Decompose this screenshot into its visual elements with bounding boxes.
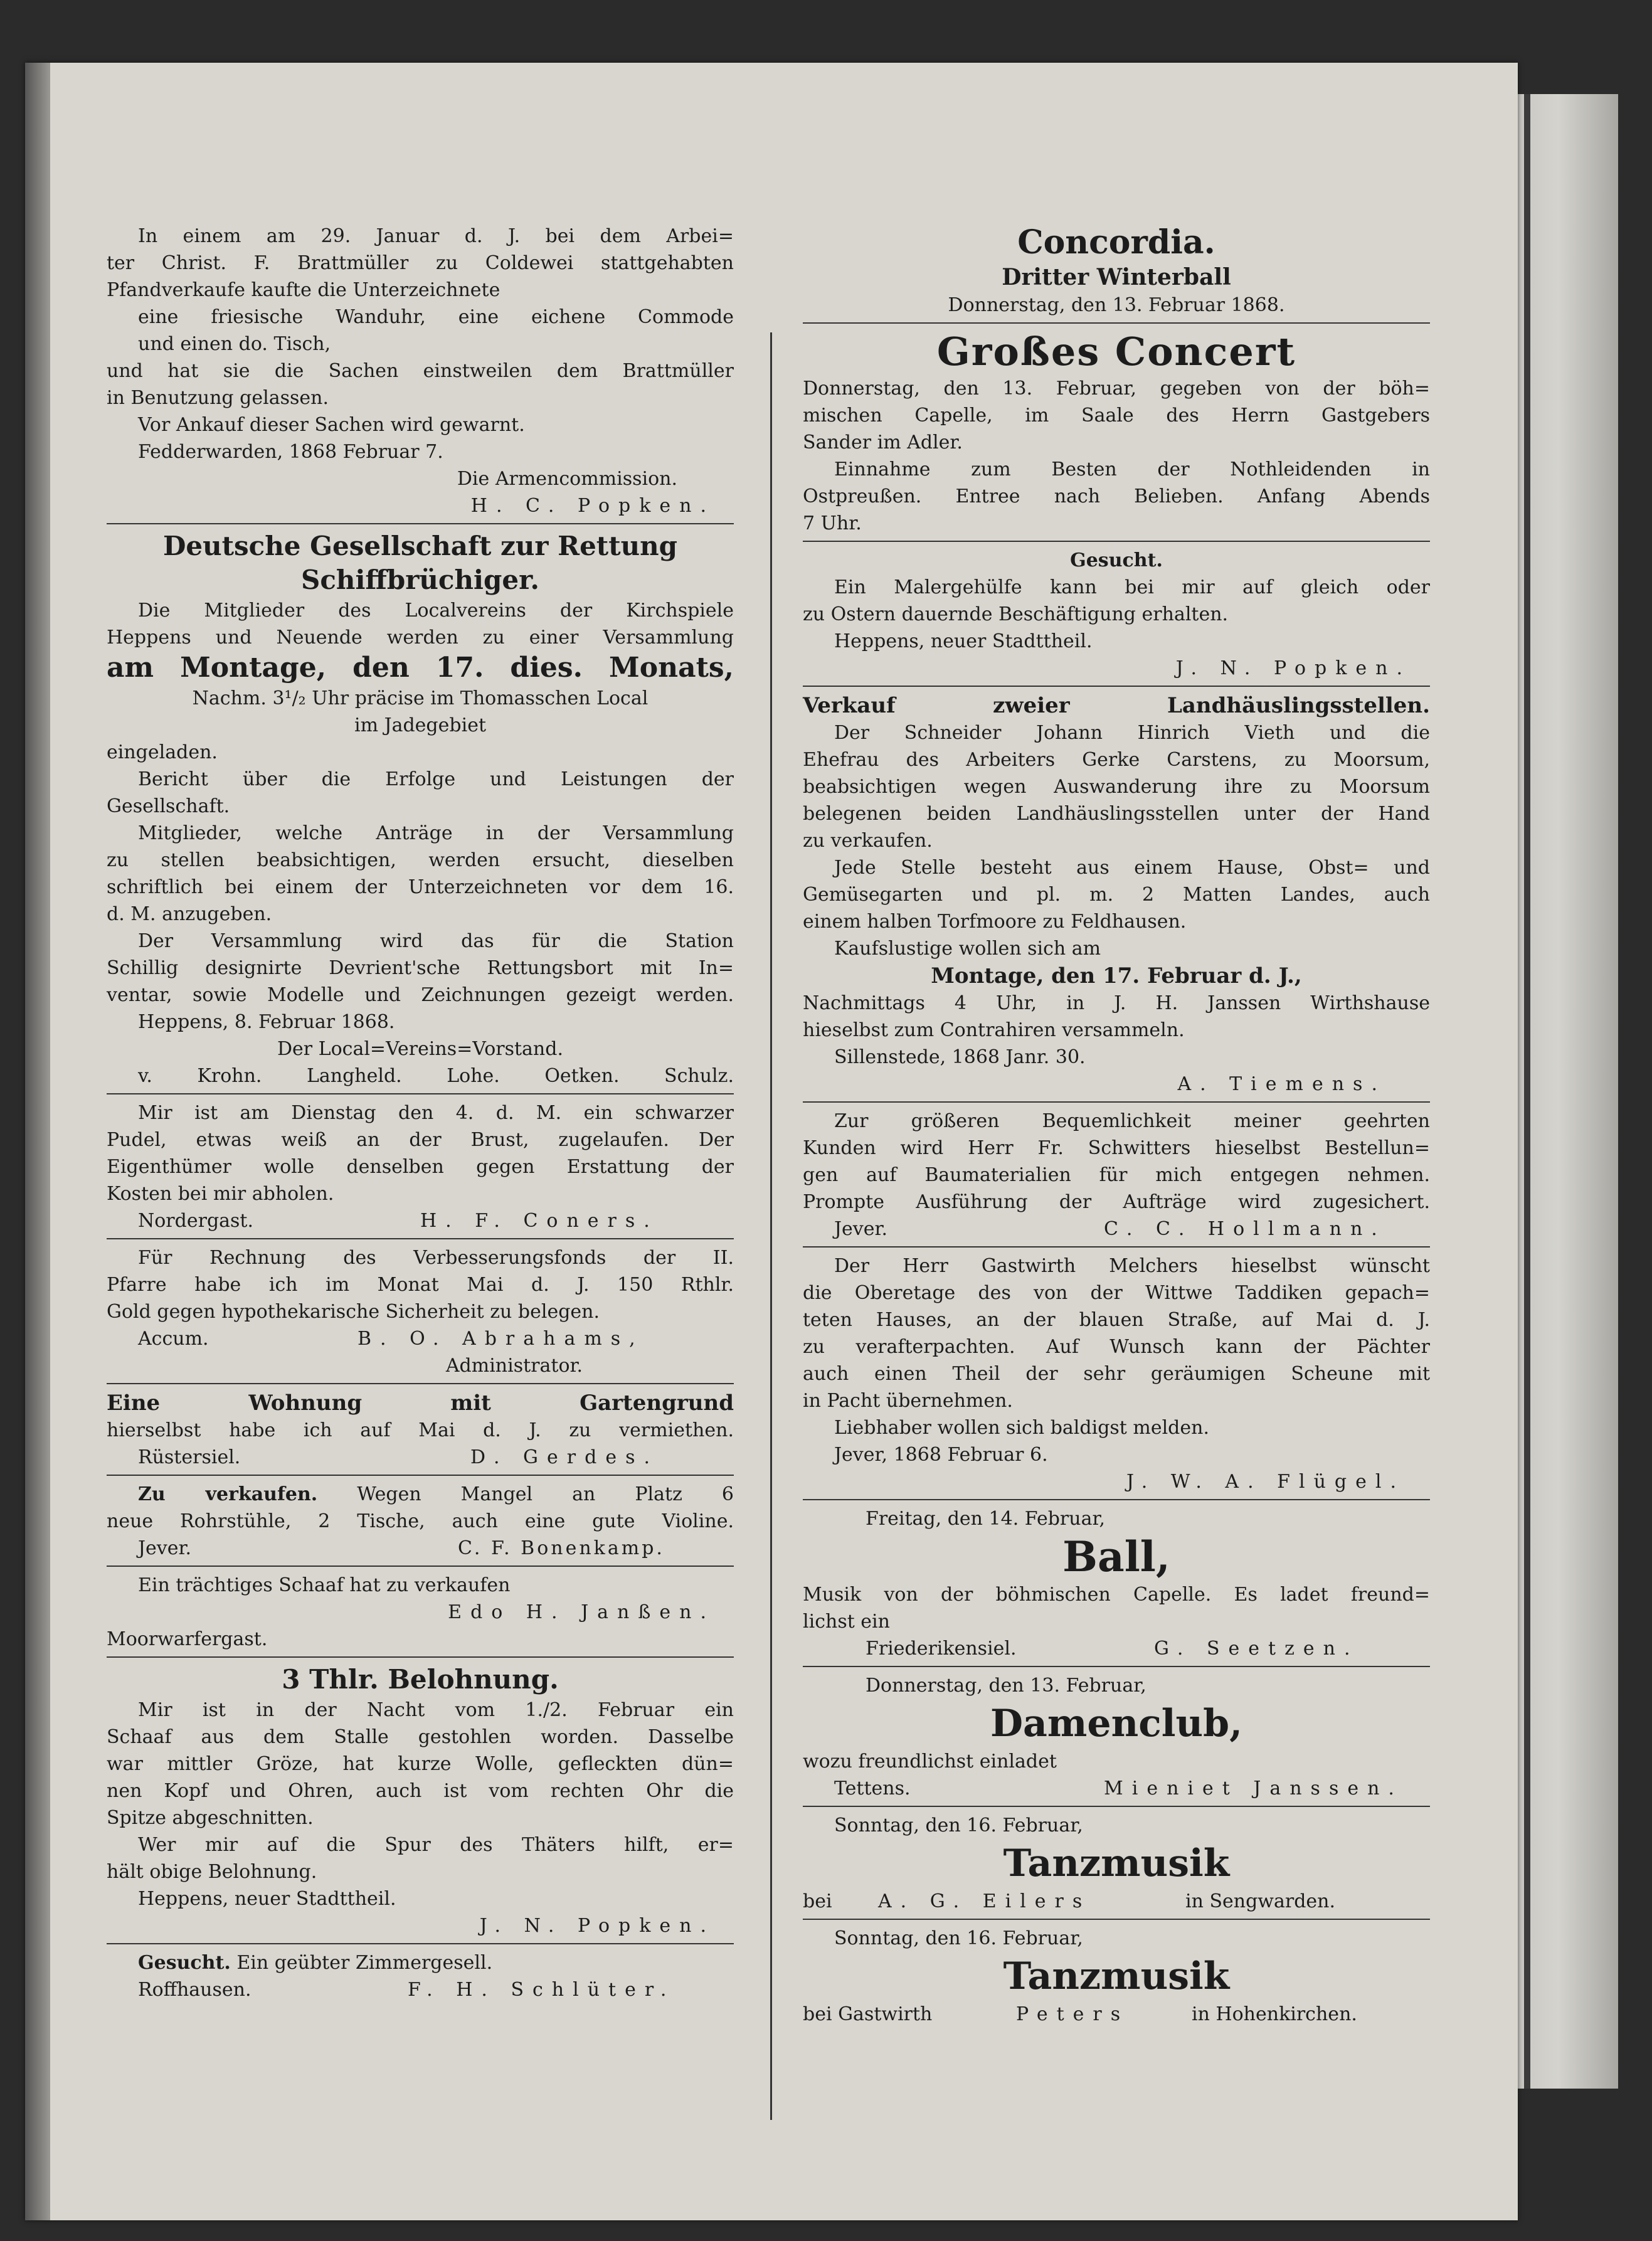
ad-bequemlichkeit <box>803 1108 1430 1242</box>
event-date: Freitag, den 14. Februar, <box>866 1508 1106 1530</box>
text-line: Für Rechnung des Verbesserungsfonds der II. <box>138 1247 734 1269</box>
signature: C. C. Hollmann. <box>1104 1218 1386 1240</box>
ad-schaaf <box>107 1572 734 1653</box>
text-line: Der Versammlung wird das für die Station <box>138 930 734 952</box>
text-line: zu verafterpachten. Auf Wunsch kann der Pächter <box>803 1336 1430 1358</box>
text-line: Mir ist in der Nacht vom 1./2. Februar ein <box>138 1699 734 1721</box>
ad-gesucht-malergehuelfe <box>803 547 1430 682</box>
ad-separator <box>107 1656 734 1658</box>
column-divider <box>770 332 772 2120</box>
text-line: hieselbst zum Contrahiren versammeln. <box>803 1019 1185 1041</box>
ad-title: Ball, <box>1062 1532 1170 1581</box>
ad-wohnung <box>107 1389 734 1471</box>
text-line: Schillig designirte Devrient'sche Rettungsbort mit In= <box>107 957 734 979</box>
book-page-edge <box>1518 94 1618 2089</box>
text-line: Kaufslustige wollen sich am <box>834 938 1101 960</box>
signature: Peters <box>1016 2003 1130 2025</box>
text-line: gen auf Baumaterialien für mich entgegen nehmen. <box>803 1164 1430 1186</box>
signature: H. C. Popken. <box>470 495 715 517</box>
signature: J. N. Popken. <box>1175 657 1411 679</box>
ad-separator <box>107 1475 734 1476</box>
ad-pfandverkauf <box>107 223 734 519</box>
place: Roffhausen. <box>138 1979 252 2001</box>
ad-title: Damenclub, <box>990 1702 1242 1746</box>
text-line: ter Christ. F. Brattmüller zu Coldewei stattgehabten <box>107 252 734 274</box>
signature: J. N. Popken. <box>479 1915 715 1937</box>
text-line: in Pacht übernehmen. <box>803 1390 1013 1412</box>
right-column <box>803 223 1430 2028</box>
text-line: Pfandverkaufe kaufte die Unterzeichnete <box>107 279 500 301</box>
ad-separator <box>107 1566 734 1567</box>
sign-line <box>803 2001 1430 2028</box>
text: Ein geübter Zimmergesell. <box>236 1952 493 1974</box>
place: Jever. <box>138 1537 192 1559</box>
text-line <box>107 1481 734 1508</box>
place: Accum. <box>138 1328 209 1350</box>
text-line: Nachm. 3¹/₂ Uhr präcise im Thomasschen Local <box>192 687 649 709</box>
text-line: zu Ostern dauernde Beschäftigung erhalten. <box>803 603 1229 625</box>
text-line: Jede Stelle besteht aus einem Hause, Obst= und <box>834 857 1430 879</box>
text-line: Donnerstag, den 13. Februar, gegeben von der böh= <box>803 378 1430 400</box>
ad-separator <box>803 1101 1430 1103</box>
sign-line <box>803 1635 1430 1662</box>
text-line: neue Rohrstühle, 2 Tische, auch eine gute Violine. <box>107 1510 734 1532</box>
text-line: In einem am 29. Januar d. J. bei dem Arbei= <box>138 225 734 247</box>
ad-separator <box>803 1666 1430 1667</box>
text-line: nen Kopf und Ohren, auch ist vom rechten Ohr die <box>107 1780 734 1802</box>
text: Wegen Mangel an Platz 6 <box>357 1483 734 1505</box>
signature-title: Administrator. <box>445 1355 583 1377</box>
text-line: auch einen Theil der sehr geräumigen Scheune mit <box>803 1363 1430 1385</box>
text-line: Heppens, 8. Februar 1868. <box>138 1011 395 1033</box>
text-line: hält obige Belohnung. <box>107 1861 317 1883</box>
ad-title: Großes Concert <box>936 329 1296 374</box>
meeting-date: am Montage, den 17. dies. Monats, <box>107 652 734 684</box>
text-line: d. M. anzugeben. <box>107 903 272 925</box>
ad-grosses-concert <box>803 329 1430 537</box>
text-line: eingeladen. <box>107 741 218 763</box>
ad-separator <box>803 1246 1430 1248</box>
signature-title: Die Armencommission. <box>457 468 677 490</box>
text-line: lichst ein <box>803 1611 890 1633</box>
ad-zu-verkaufen <box>107 1481 734 1562</box>
ad-separator <box>803 1806 1430 1807</box>
place: Moorwarfergast. <box>107 1628 268 1650</box>
text-line: 7 Uhr. <box>803 512 862 534</box>
text-line: im Jadegebiet <box>354 714 486 736</box>
text-line: ventar, sowie Modelle und Zeichnungen gezeigt werden. <box>107 984 734 1006</box>
text-line: in Benutzung gelassen. <box>107 387 329 409</box>
book-spine-shadow <box>1524 94 1530 2089</box>
ad-ball <box>803 1505 1430 1662</box>
signature: B. O. Abrahams, <box>357 1328 644 1350</box>
ad-verbesserungsfonds <box>107 1244 734 1379</box>
event-date: Donnerstag, den 13. Februar 1868. <box>948 294 1285 316</box>
text-line: Ein trächtiges Schaaf hat zu verkaufen <box>138 1574 511 1596</box>
text-line: Liebhaber wollen sich baldigst melden. <box>834 1417 1209 1439</box>
text-line: Heppens und Neuende werden zu einer Versammlung <box>107 627 734 649</box>
text-line: und hat sie die Sachen einstweilen dem Brattmüller <box>107 360 734 382</box>
text-line: Kunden wird Herr Fr. Schwitters hieselbst Bestellun= <box>803 1137 1430 1159</box>
ad-title: Tanzmusik <box>1003 1841 1230 1885</box>
ad-title: Schiffbrüchiger. <box>301 564 539 595</box>
signatories: v. Krohn. Langheld. Lohe. Oetken. Schulz. <box>138 1065 734 1087</box>
ad-title: 3 Thlr. Belohnung. <box>282 1664 559 1695</box>
signature: Mieniet Janssen. <box>1104 1777 1403 1799</box>
text-line: Ein Malergehülfe kann bei mir auf gleich oder <box>834 576 1430 598</box>
event-date: Donnerstag, den 13. Februar, <box>866 1675 1146 1697</box>
text-line: Jever, 1868 Februar 6. <box>834 1444 1048 1466</box>
text-line: Sander im Adler. <box>803 432 963 453</box>
text-line: Der Local=Vereins=Vorstand. <box>277 1038 563 1060</box>
text-line: eine friesische Wanduhr, eine eichene Commode <box>138 306 734 328</box>
text-line: Heppens, neuer Stadttheil. <box>138 1888 396 1910</box>
text-line: die Oberetage des von der Wittwe Taddiken gepach= <box>803 1282 1430 1304</box>
ad-separator <box>803 322 1430 324</box>
text-line: Gold gegen hypothekarische Sicherheit zu belegen. <box>107 1301 600 1323</box>
text-line: Gesellschaft. <box>107 795 230 817</box>
text-line: Zur größeren Bequemlichkeit meiner geehrten <box>834 1110 1430 1132</box>
text-line: einem halben Torfmoore zu Feldhausen. <box>803 911 1187 933</box>
ad-concordia <box>803 223 1430 319</box>
sale-date: Montage, den 17. Februar d. J., <box>931 963 1302 988</box>
place: Tettens. <box>834 1777 911 1799</box>
text-line: Fedderwarden, 1868 Februar 7. <box>138 441 443 463</box>
ad-separator <box>107 1093 734 1094</box>
place: in Hohenkirchen. <box>1192 2003 1357 2025</box>
ad-gesucht-zimmergesell <box>107 1949 734 2003</box>
ad-rettung-schiffbruechiger <box>107 529 734 1089</box>
text-line: teten Hauses, an der blauen Straße, auf Mai d. J. <box>803 1309 1430 1331</box>
text-line: wozu freundlichst einladet <box>803 1751 1057 1772</box>
text-line: Der Schneider Johann Hinrich Vieth und die <box>834 722 1430 744</box>
ad-title: Gesucht. <box>138 1952 231 1974</box>
ad-verkauf-landhaeuslingsstellen <box>803 692 1430 1098</box>
sign-line <box>107 1976 734 2003</box>
ad-damenclub <box>803 1672 1430 1802</box>
ad-separator <box>107 1238 734 1239</box>
text-line <box>107 1949 734 1976</box>
signature: H. F. Coners. <box>420 1210 659 1232</box>
ad-title: Eine Wohnung mit Gartengrund <box>107 1391 734 1416</box>
text-line: und einen do. Tisch, <box>138 333 331 355</box>
place: Jever. <box>834 1218 888 1240</box>
signature: A. Tiemens. <box>1177 1073 1386 1095</box>
place: Friederikensiel. <box>866 1638 1017 1660</box>
signature: D. Gerdes. <box>470 1446 659 1468</box>
left-column <box>107 223 734 2003</box>
text-line: Mir ist am Dienstag den 4. d. M. ein schwarzer <box>138 1102 734 1124</box>
text-line: beabsichtigen wegen Auswanderung ihre zu Moorsum <box>803 776 1430 798</box>
ad-separator <box>803 541 1430 542</box>
text-line: Der Herr Gastwirth Melchers hieselbst wünscht <box>834 1255 1430 1277</box>
sign-line <box>803 1888 1430 1915</box>
signature: C. F. Bonenkamp. <box>458 1537 665 1559</box>
newspaper-page <box>25 63 1518 2220</box>
ad-title: Gesucht. <box>1070 549 1163 571</box>
text-line: Die Mitglieder des Localvereins der Kirchspiele <box>138 600 734 622</box>
event-date: Sonntag, den 16. Februar, <box>834 1815 1083 1836</box>
text-line: Kosten bei mir abholen. <box>107 1183 334 1205</box>
ad-belohnung <box>107 1663 734 1939</box>
text-line: zu verkaufen. <box>803 830 933 852</box>
text-line: mischen Capelle, im Saale des Herrn Gastgebers <box>803 405 1430 426</box>
text-line: Ostpreußen. Entree nach Belieben. Anfang Abends <box>803 485 1430 507</box>
sign-line <box>803 1216 1430 1242</box>
event-date: Sonntag, den 16. Februar, <box>834 1927 1083 1949</box>
ad-title: Tanzmusik <box>1003 1954 1230 1998</box>
ad-tanzmusik-sengwarden <box>803 1812 1430 1915</box>
text-line: Eigenthümer wolle denselben gegen Erstattung der <box>107 1156 734 1178</box>
ad-tanzmusik-hohenkirchen <box>803 1925 1430 2028</box>
ad-separator <box>107 1383 734 1384</box>
text-line: Sillenstede, 1868 Janr. 30. <box>834 1046 1086 1068</box>
place: Nordergast. <box>138 1210 254 1232</box>
text-line: Einnahme zum Besten der Nothleidenden in <box>834 458 1430 480</box>
ad-title: Zu verkaufen. <box>138 1483 318 1505</box>
text-line: Spitze abgeschnitten. <box>107 1807 314 1829</box>
text-line: Ehefrau des Arbeiters Gerke Carstens, zu Moorsum, <box>803 749 1430 771</box>
text-line: Musik von der böhmischen Capelle. Es ladet freund= <box>803 1584 1430 1606</box>
sign-line <box>107 1325 734 1352</box>
sign-line <box>107 1444 734 1471</box>
ad-separator <box>107 523 734 524</box>
signature: A. G. Eilers <box>878 1890 1091 1912</box>
signature: G. Seetzen. <box>1154 1638 1359 1660</box>
ad-oberetage <box>803 1253 1430 1495</box>
text-line: Heppens, neuer Stadttheil. <box>834 630 1093 652</box>
signature: Edo H. Janßen. <box>448 1601 715 1623</box>
ad-separator <box>803 1499 1430 1500</box>
text-line: Prompte Ausführung der Aufträge wird zugesichert. <box>803 1191 1430 1213</box>
text-line: Nachmittags 4 Uhr, in J. H. Janssen Wirthshause <box>803 992 1430 1014</box>
place: in Sengwarden. <box>1185 1890 1336 1912</box>
ad-title: Verkauf zweier Landhäuslingsstellen. <box>803 693 1430 718</box>
sign-line <box>107 1207 734 1234</box>
text-line: belegenen beiden Landhäuslingsstellen unter der Hand <box>803 803 1430 825</box>
signature: J. W. A. Flügel. <box>1126 1471 1405 1493</box>
text-line: war mittler Gröze, hat kurze Wolle, gefleckten dün= <box>107 1753 734 1775</box>
place: Rüstersiel. <box>138 1446 241 1468</box>
sign-line <box>803 1775 1430 1802</box>
ad-separator <box>107 1943 734 1944</box>
text-line: zu stellen beabsichtigen, werden ersucht, dieselben <box>107 849 734 871</box>
sign-line <box>107 1535 734 1562</box>
text-line: Bericht über die Erfolge und Leistungen der <box>138 768 734 790</box>
text-line: Pfarre habe ich im Monat Mai d. J. 150 Rthlr. <box>107 1274 734 1296</box>
bei: bei Gastwirth <box>803 2003 933 2025</box>
text-line: Wer mir auf die Spur des Thäters hilft, er= <box>138 1834 734 1856</box>
text-line: Mitglieder, welche Anträge in der Versammlung <box>138 822 734 844</box>
text-line: Gemüsegarten und pl. m. 2 Matten Landes, auch <box>803 884 1430 906</box>
text-line: Schaaf aus dem Stalle gestohlen worden. Dasselbe <box>107 1726 734 1748</box>
ad-subtitle: Dritter Winterball <box>1002 264 1231 290</box>
ad-separator <box>803 686 1430 687</box>
ad-separator <box>803 1919 1430 1920</box>
bei: bei <box>803 1890 832 1912</box>
text-line: Vor Ankauf dieser Sachen wird gewarnt. <box>138 414 525 436</box>
ad-title: Concordia. <box>1017 223 1215 262</box>
ad-title: Deutsche Gesellschaft zur Rettung <box>162 531 678 561</box>
ad-pudel <box>107 1099 734 1234</box>
signature: F. H. Schlüter. <box>408 1979 675 2001</box>
text-line: Pudel, etwas weiß an der Brust, zugelaufen. Der <box>107 1129 734 1151</box>
text-line: hierselbst habe ich auf Mai d. J. zu vermiethen. <box>107 1419 734 1441</box>
text-line: schriftlich bei einem der Unterzeichneten vor dem 16. <box>107 876 734 898</box>
